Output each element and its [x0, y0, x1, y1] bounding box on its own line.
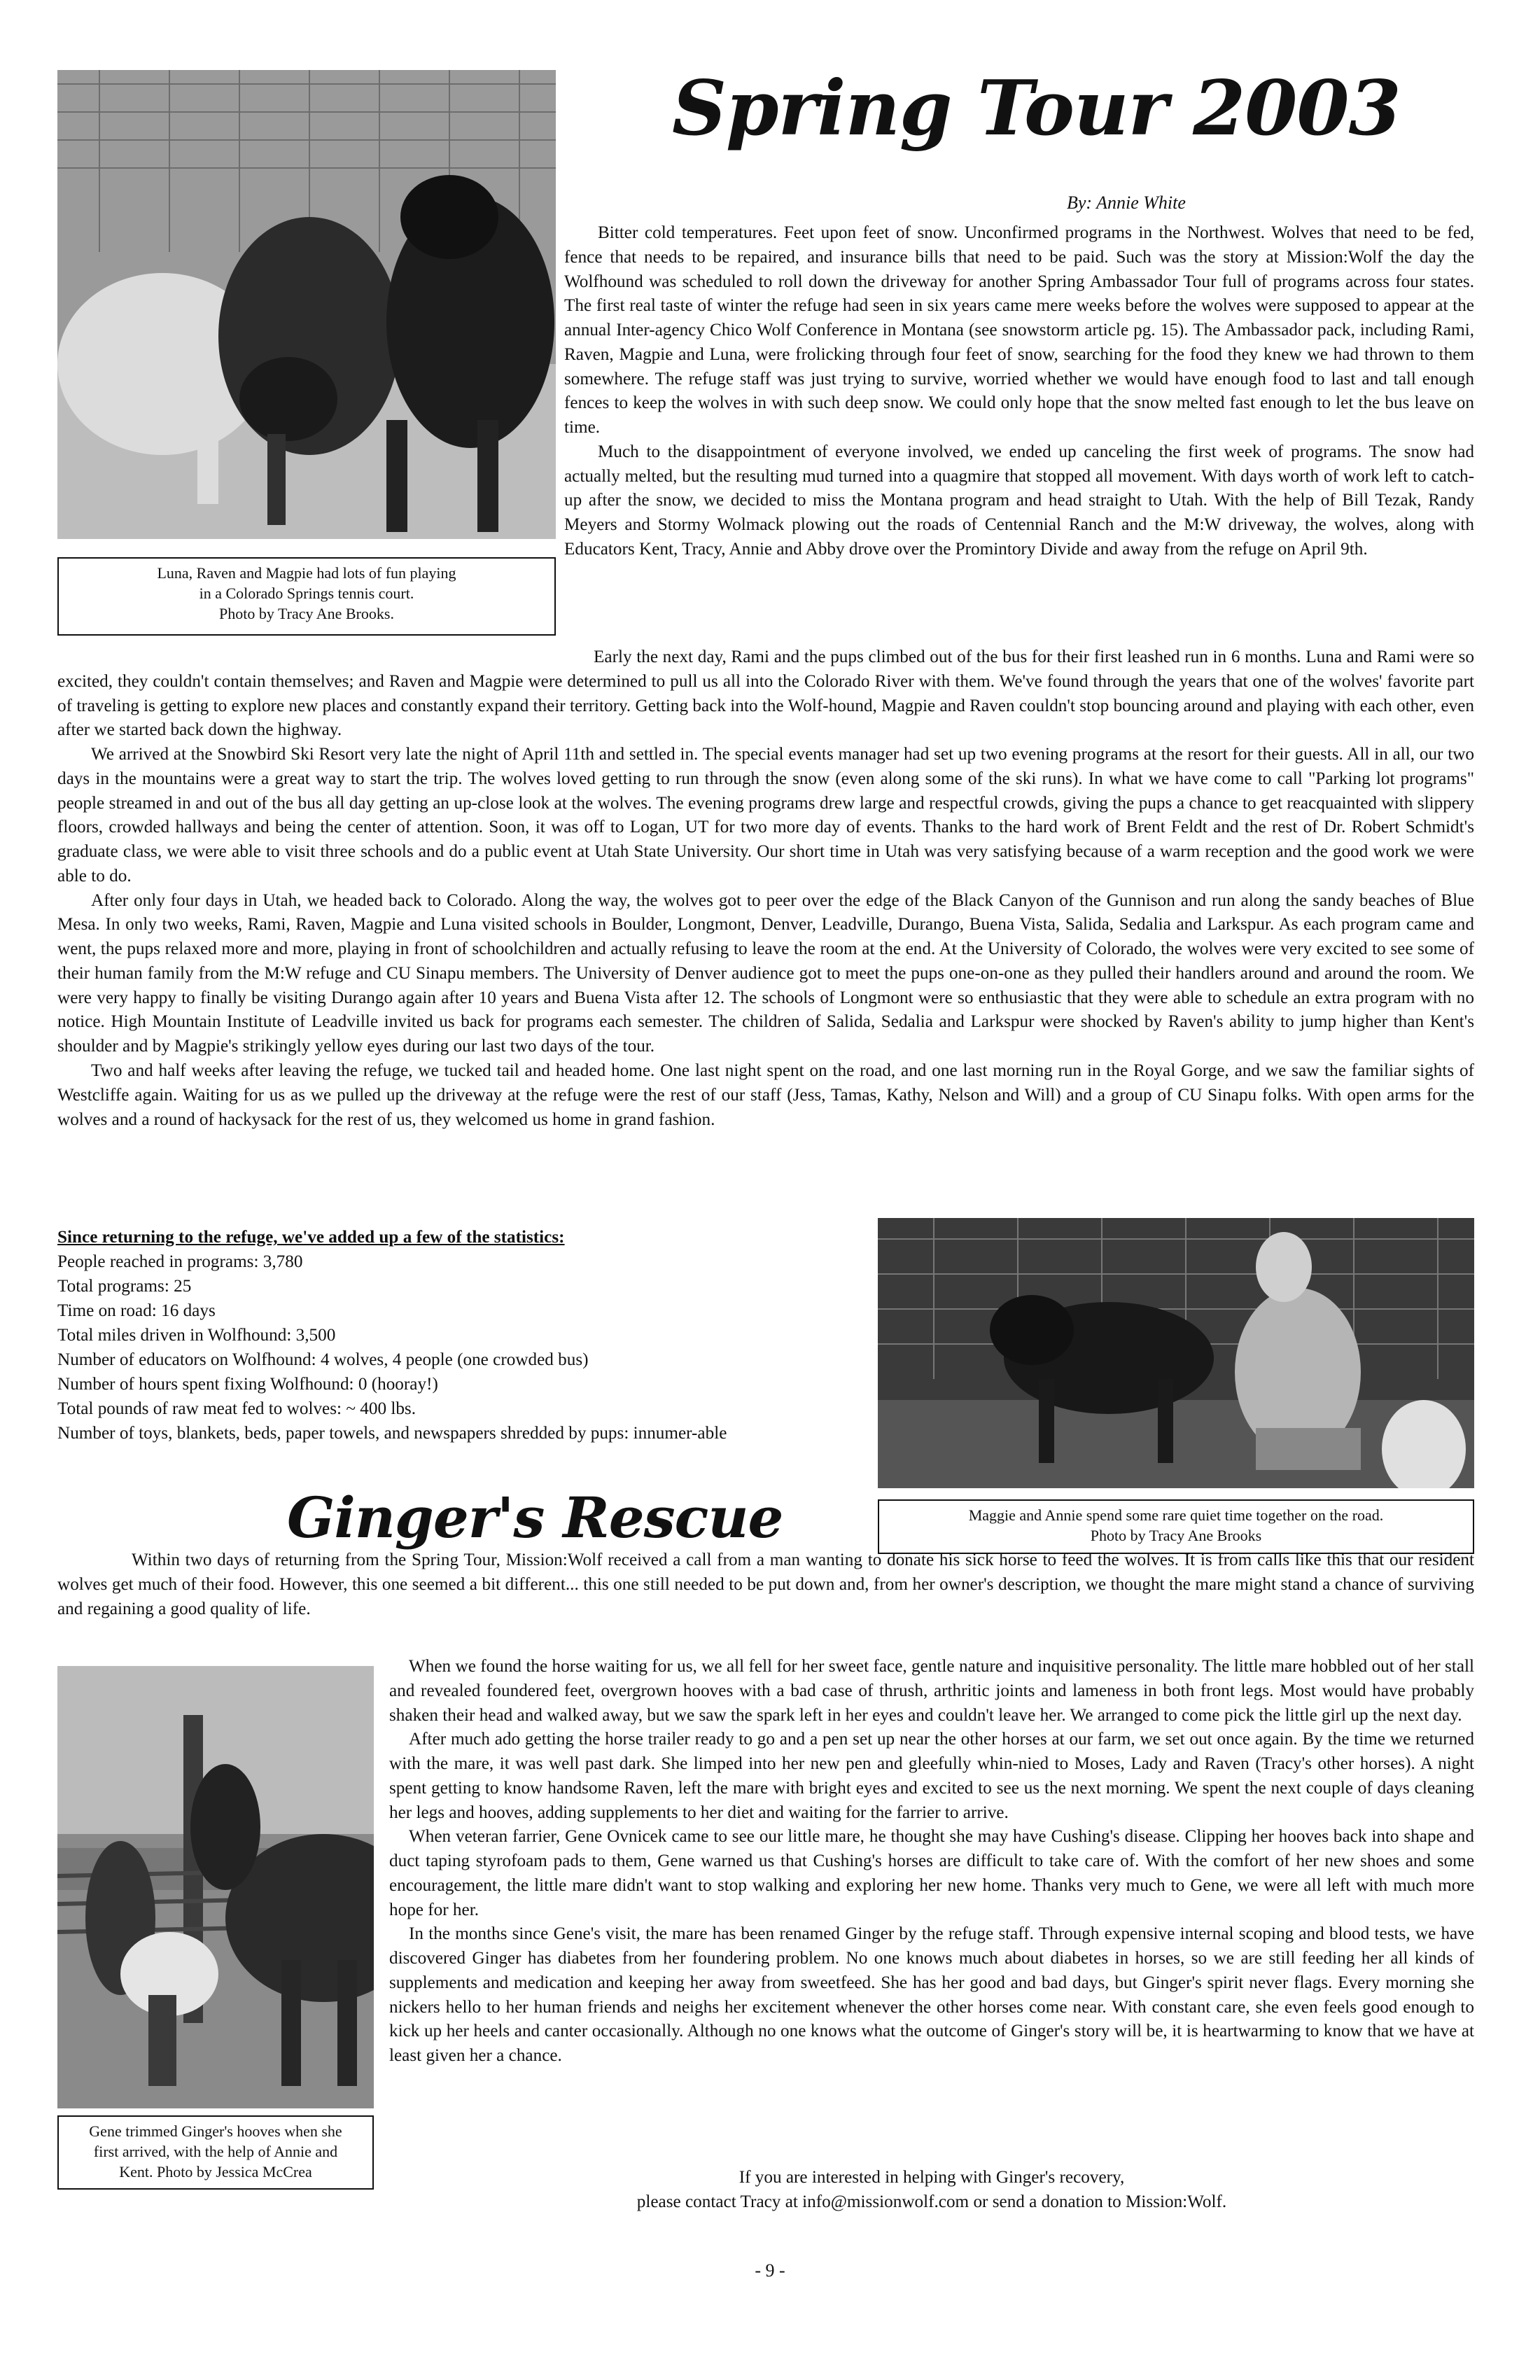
photo3-caption-line-3: Kent. Photo by Jessica McCrea	[119, 2163, 312, 2181]
photo2-caption-line-2: Photo by Tracy Ane Brooks	[1090, 1527, 1262, 1545]
ginger-hooves-photo	[57, 1666, 374, 2108]
body-paragraph-1: Early the next day, Rami and the pups climbed out of the bus for their first leashed run in 6 months. Luna and Rami were so excited, they couldn't contain themselves; and Raven and Magpie were determined to pull us all into the Colorado River with them. We've found through the years that one of the wolves' favorite part of traveling is getting to explore new places and constantly expand their territory. Getting back into the Wolf-hound, Magpie and Raven couldn't stop bouncing around and playing with each other, even after we started back down the highway.	[57, 648, 1474, 740]
statistics-item: Total programs: 25	[57, 1277, 192, 1296]
rescue-closing-line-1: If you are interested in helping with Ginger's recovery,	[738, 2168, 1125, 2187]
rescue-closing-line-2: please contact Tracy at info@missionwolf.com or send a donation to Mission:Wolf.	[636, 2192, 1227, 2211]
rescue-intro	[57, 1548, 1474, 1621]
body-column	[57, 645, 1474, 1132]
wolves-tennis-court-photo	[57, 70, 556, 539]
rescue-paragraph-1: When we found the horse waiting for us, we all fell for her sweet face, gentle nature and inquisitive personality. The little mare hobbled out of her stall and revealed foundered feet, overgrown hooves with a bad case of thrush, arthritic joints and lameness in both front legs. Most would have probably shaken their head and walked away, but we saw the spark left in her eyes and couldn't leave her. We arranged to come pick the little girl up the next day.	[389, 1657, 1474, 1725]
statistics-item: Time on road: 16 days	[57, 1301, 216, 1321]
statistics-item: Number of toys, blankets, beds, paper towels, and newspapers shredded by pups: innumer-able	[57, 1424, 727, 1443]
body-paragraph-2: We arrived at the Snowbird Ski Resort very late the night of April 11th and settled in. The special events manager had set up two evening programs at the resort for their guests. All in all, our two days in the mountains were a great way to start the trip. The wolves loved getting to run through the snow (even along some of the ski runs). In what we have come to call "Parking lot programs" people streamed in and out of the bus all day getting an up-close look at the wolves. The evening programs drew large and respectful crowds, giving the pups a chance to get reacquainted with slippery floors, crowded hallways and being the center of attention. Soon, it was off to Logan, UT for two more day of events. Thanks to the hard work of Brent Feldt and the rest of Dr. Robert Schmidt's graduate class, we were able to visit three schools and do a public event at Utah State University. Our short time in Utah was very satisfying because of a warm reception and the good work we were able to do.	[57, 745, 1474, 886]
maggie-annie-photo-art	[878, 1218, 1474, 1488]
intro-paragraph-1: Bitter cold temperatures. Feet upon feet of snow. Unconfirmed programs in the Northwest. Wolves that need to be fed, fence that needs to be repaired, and insurance bills that need to be paid. Such was the story at Mission:Wolf the day the Wolfhound was scheduled to roll down the driveway for another Spring Ambassador Tour full of programs across four states. The first real taste of winter the refuge had seen in six years came mere weeks before the wolves were supposed to appear at the annual Inter-agency Chico Wolf Conference in Montana (see snowstorm article pg. 15). The Ambassador pack, including Rami, Raven, Magpie and Luna, were frolicking through four feet of snow, searching for the food they knew we had thrown to them somewhere. The refuge staff was just trying to survive, worried whether we would have enough food to last and tall enough fences to keep the wolves in with such deep snow. We could only hope that the snow melted fast enough to let the bus leave on time.	[564, 223, 1474, 438]
statistics-block	[57, 1225, 869, 1446]
rescue-closing	[389, 2166, 1474, 2215]
rescue-column	[389, 1655, 1474, 2068]
photo3-caption	[57, 2115, 374, 2190]
rescue-paragraph-4: In the months since Gene's visit, the mare has been renamed Ginger by the refuge staff. Through expensive internal scoping and blood tests, we have discovered Ginger has diabetes from her foundering problem. No one knows much about diabetes in horses, so we are still feeding her all kinds of supplements and medication and keeping her away from sweetfeed. She has her good and bad days, but Ginger's spirit never flags. Every morning she nickers hello to her human friends and neighs her excitement whenever the other horses come near. With constant care, she even feels good enough to kick up her heels and canter occasionally. Although no one knows what the outcome of Ginger's story will be, it is heartwarming to know that we have at least given her a chance.	[389, 1924, 1474, 2066]
ginger-photo-art	[57, 1666, 374, 2108]
article-title: Spring Tour 2003	[672, 64, 1401, 153]
statistics-heading: Since returning to the refuge, we've added up a few of the statistics:	[57, 1228, 565, 1247]
rescue-paragraph-3: When veteran farrier, Gene Ovnicek came to see our little mare, he thought she may have Cushing's disease. Clipping her hooves back into shape and duct taping styrofoam pads to them, Gene warned us that Cushing's horses are difficult to take care of. With the comfort of her new shoes and some encouragement, the little mare didn't want to stop walking and exploring her new home. Thanks very much to Gene, we were all left with much more hope for her.	[389, 1827, 1474, 1919]
photo1-caption-line-1: Luna, Raven and Magpie had lots of fun playing	[157, 564, 456, 582]
intro-paragraph-2: Much to the disappointment of everyone involved, we ended up canceling the first week of programs. The snow had actually melted, but the resulting mud turned into a quagmire that stopped all movement. With days worth of work left to catch-up after the snow, we decided to miss the Montana program and head straight to Utah. With the help of Bill Tezak, Randy Meyers and Stormy Wolmack plowing out the roads of Centennial Ranch and the M:W driveway, the wolves, along with Educators Kent, Tracy, Annie and Abby drove over the Promintory Divide and away from the refuge on April 9th.	[564, 442, 1474, 559]
statistics-item: People reached in programs: 3,780	[57, 1252, 303, 1272]
photo3-caption-line-1: Gene trimmed Ginger's hooves when she	[89, 2122, 342, 2140]
statistics-item: Total miles driven in Wolfhound: 3,500	[57, 1326, 336, 1345]
photo2-caption	[878, 1499, 1474, 1554]
statistics-item: Number of educators on Wolfhound: 4 wolves, 4 people (one crowded bus)	[57, 1350, 589, 1370]
rescue-intro-paragraph: Within two days of returning from the Spring Tour, Mission:Wolf received a call from a man wanting to donate his sick horse to feed the wolves. It is from calls like this that our resident wolves get much of their food. However, this one seemed a bit different... this one still needed to be put down and, from her owner's description, we thought the mare might stand a chance of surviving and regaining a good quality of life.	[57, 1550, 1474, 1618]
rescue-title: Ginger's Rescue	[287, 1485, 783, 1550]
photo1-caption	[57, 557, 556, 636]
body-paragraph-4: Two and half weeks after leaving the refuge, we tucked tail and headed home. One last night spent on the road, and one last morning run in the Royal Gorge, and we saw the familiar sights of Westcliffe again. Waiting for us as we pulled up the driveway at the refuge were the rest of our staff (Jess, Tamas, Kathy, Nelson and Will) and a group of CU Sinapu folks. With open arms for the wolves and a round of hackysack for the rest of us, they welcomed us home in grand fashion.	[57, 1061, 1474, 1129]
photo2-caption-line-1: Maggie and Annie spend some rare quiet time together on the road.	[968, 1506, 1384, 1524]
wolves-photo-art	[57, 70, 556, 539]
photo3-caption-line-2: first arrived, with the help of Annie and	[93, 2143, 338, 2161]
photo1-caption-line-3: Photo by Tracy Ane Brooks.	[219, 605, 394, 623]
statistics-item: Number of hours spent fixing Wolfhound: 0 (hooray!)	[57, 1375, 438, 1394]
rescue-paragraph-2: After much ado getting the horse trailer ready to go and a pen set up near the other horses at our farm, we set out once again. By the time we returned with the mare, it was well past dark. She limped into her new pen and gleefully whin-nied to Moses, Lady and Raven (Tracy's other horses). A night spent getting to know handsome Raven, left the mare with bright eyes and excited to see us the next morning. We spent the next couple of days cleaning her legs and hooves, adding supplements to her diet and waiting for the farrier to arrive.	[389, 1730, 1474, 1822]
page-number: - 9 -	[755, 2260, 785, 2281]
article-byline: By: Annie White	[1067, 192, 1186, 213]
maggie-annie-photo	[878, 1218, 1474, 1488]
body-paragraph-3: After only four days in Utah, we headed back to Colorado. Along the way, the wolves got to peer over the edge of the Black Canyon of the Gunnison and run along the sandy beaches of Blue Mesa. In only two weeks, Rami, Raven, Magpie and Luna visited schools in Boulder, Longmont, Denver, Leadville, Durango, Buena Vista, Salida, Sedalia and Larkspur. As each program came and went, the pups relaxed more and more, playing in front of schoolchildren and actually refusing to leave the room at the end. At the University of Colorado, the wolves were very excited to see some of their human family from the M:W refuge and CU Sinapu members. The University of Denver audience got to meet the pups one-on-one as they pulled their handlers around and around the room. We were very happy to finally be visiting Durango again after 10 years and Buena Vista after 12. The schools of Longmont were so enthusiastic that they were able to schedule an extra program with no notice. High Mountain Institute of Leadville invited us back for programs each semester. The children of Salida, Sedalia and Larkspur were shocked by Raven's ability to jump higher than Kent's shoulder and by Magpie's strikingly yellow eyes during our last two days of the tour.	[57, 890, 1474, 1056]
statistics-item: Total pounds of raw meat fed to wolves: ~ 400 lbs.	[57, 1399, 416, 1419]
photo1-caption-line-2: in a Colorado Springs tennis court.	[199, 584, 414, 603]
intro-column	[564, 221, 1474, 562]
